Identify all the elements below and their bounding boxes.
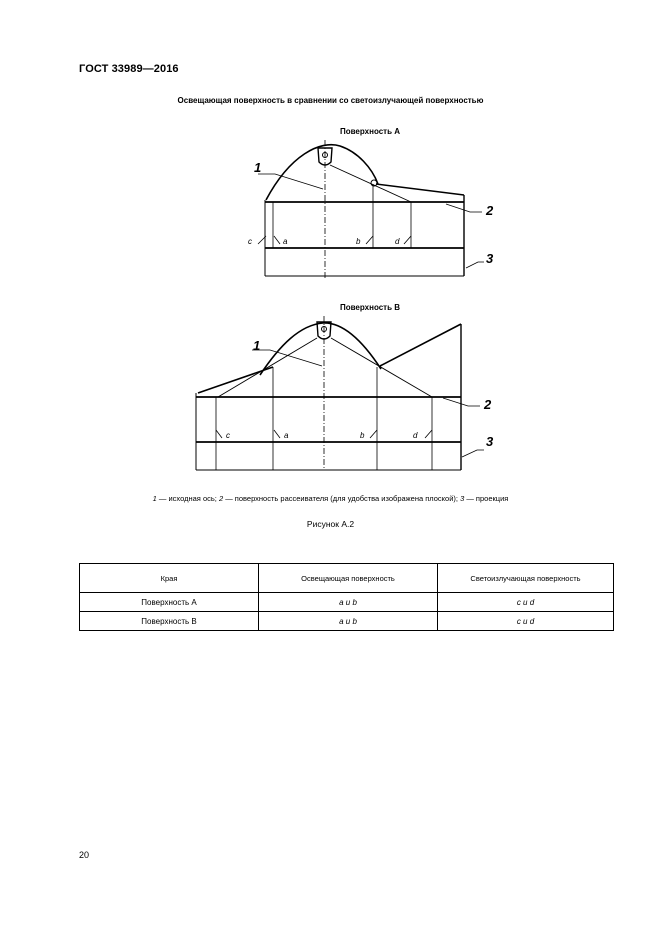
panel-a-edge-d: d bbox=[395, 237, 400, 246]
table-cell: c и d bbox=[438, 593, 614, 612]
legend-num-3: 3 bbox=[460, 494, 465, 503]
panel-a-edge-a: a bbox=[283, 237, 288, 246]
legend-num-1: 1 bbox=[152, 494, 157, 503]
table-cell: a и b bbox=[259, 593, 438, 612]
panel-b-edge-a: a bbox=[284, 431, 289, 440]
panel-b-title: Поверхность В bbox=[339, 303, 401, 312]
figure-title: Освещающая поверхность в сравнении со светоизлучающей поверхностью bbox=[177, 96, 484, 105]
panel-b-diagram bbox=[196, 316, 484, 470]
panel-b-edge-b: b bbox=[360, 431, 365, 440]
page-number: 20 bbox=[79, 850, 90, 860]
legend-text-3: — проекция bbox=[464, 494, 509, 503]
table-header-edges: Края bbox=[80, 564, 259, 593]
table-row bbox=[80, 612, 614, 631]
panel-a-edge-b: b bbox=[356, 237, 361, 246]
edges-table bbox=[79, 563, 614, 631]
panel-a-callout-3: 3 bbox=[486, 251, 494, 266]
table-cell: Поверхность В bbox=[80, 612, 259, 631]
legend-text-2: — поверхность рассеивателя (для удобства изображена плоской); bbox=[223, 494, 461, 503]
table-header-emitting: Светоизлучающая поверхность bbox=[438, 564, 614, 593]
legend-text-1: — исходная ось; bbox=[156, 494, 219, 503]
table-cell: a и b bbox=[259, 612, 438, 631]
panel-a-diagram bbox=[258, 140, 484, 278]
table-cell: Поверхность А bbox=[80, 593, 259, 612]
document-code: ГОСТ 33989—2016 bbox=[79, 63, 179, 75]
panel-a-arc bbox=[266, 145, 378, 200]
panel-a-edge-c: c bbox=[248, 237, 252, 246]
panel-b-arc bbox=[260, 323, 381, 375]
panel-b-callout-3: 3 bbox=[486, 434, 494, 449]
panel-a-callout-1: 1 bbox=[254, 160, 262, 175]
panel-b-callout-2: 2 bbox=[484, 397, 492, 412]
panel-b-edge-c: c bbox=[226, 431, 230, 440]
figure-label: Рисунок А.2 bbox=[306, 519, 355, 529]
panel-b-edge-d: d bbox=[413, 431, 418, 440]
panel-a-callout-2: 2 bbox=[486, 203, 494, 218]
table-cell: c и d bbox=[438, 612, 614, 631]
table-header-illuminating: Освещающая поверхность bbox=[259, 564, 438, 593]
panel-a-title: Поверхность А bbox=[339, 127, 401, 136]
table-header-row bbox=[80, 564, 614, 593]
figure-legend bbox=[0, 494, 661, 503]
panel-b-callout-1: 1 bbox=[253, 338, 261, 353]
table-row bbox=[80, 593, 614, 612]
legend-num-2: 2 bbox=[218, 494, 224, 503]
